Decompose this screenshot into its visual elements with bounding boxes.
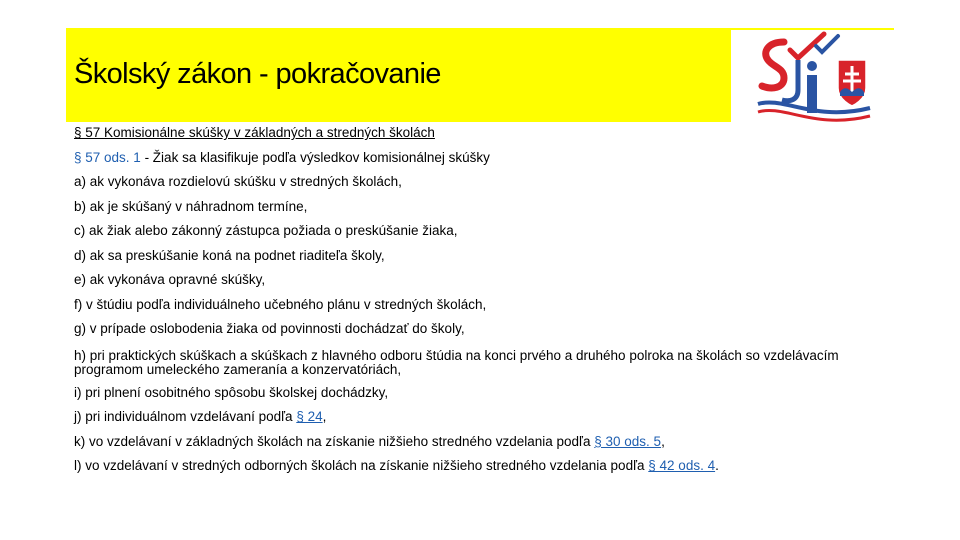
list-item-l-text: l) vo vzdelávaní v stredných odborných školách na získanie nižšieho stredného vzdelania podľa <box>74 458 649 473</box>
list-item-f: f) v štúdiu podľa individuálneho učebného plánu v stredných školách, <box>74 296 487 312</box>
sji-logo-icon <box>754 30 874 124</box>
list-item-e: e) ak vykonáva opravné skúšky, <box>74 272 266 287</box>
intro-line <box>74 146 874 171</box>
list-item-l <box>74 454 874 479</box>
intro-text: - Žiak sa klasifikuje podľa výsledkov komisionálnej skúšky <box>140 149 490 165</box>
content-body <box>74 121 874 479</box>
list-item-d: d) ak sa preskúšanie koná na podnet riaditeľa školy, <box>74 247 385 263</box>
link-paragraph-42-4[interactable]: § 42 ods. 4 <box>648 458 716 473</box>
list-item-h: h) pri praktických skúškach a skúškach z hlavného odboru štúdia na konci prvého a druhého polroka na školách so vzdelávacím programom umeleckého zameranía a konzervatóriách, <box>74 347 839 377</box>
section-heading: § 57 Komisionálne skúšky v základných a stredných školách <box>74 125 435 140</box>
link-paragraph-24[interactable]: § 24 <box>296 409 323 424</box>
list-item-k-end: , <box>661 433 665 449</box>
list-item-j-end: , <box>322 409 327 424</box>
list-item-k <box>74 430 874 455</box>
list-item-j <box>74 405 874 430</box>
page-title: Školský zákon - pokračovanie <box>74 58 441 90</box>
intro-reference: § 57 ods. 1 <box>74 149 141 165</box>
list-item-l-end: . <box>715 458 719 473</box>
list-item-a: a) ak vykonáva rozdielovú skúšku v stredných školách, <box>74 174 402 189</box>
list-item-g: g) v prípade oslobodenia žiaka od povinnosti dochádzať do školy, <box>74 321 465 336</box>
list-item-b: b) ak je skúšaný v náhradnom termíne, <box>74 198 308 214</box>
list-item-k-text: k) vo vzdelávaní v základných školách na získanie nižšieho stredného vzdelania podľa <box>74 433 595 449</box>
list-item-i: i) pri plnení osobitného spôsobu školskej dochádzky, <box>74 384 389 400</box>
list-item-c: c) ak žiak alebo zákonný zástupca požiada o preskúšanie žiaka, <box>74 223 458 238</box>
list-item-j-text: j) pri individuálnom vzdelávaní podľa <box>74 409 297 424</box>
link-paragraph-30-5[interactable]: § 30 ods. 5 <box>594 433 662 449</box>
